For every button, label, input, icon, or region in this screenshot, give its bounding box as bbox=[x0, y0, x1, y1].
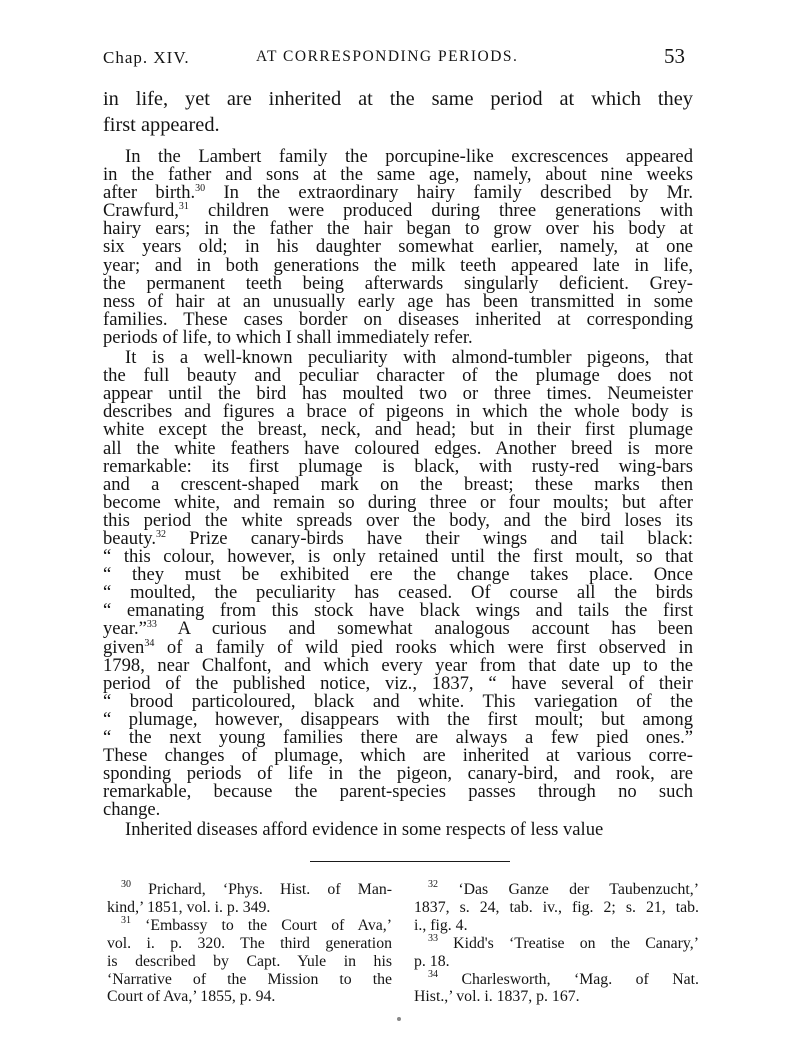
text-line: year.”$^{33}$ A curious and somewhat analogous account has been bbox=[103, 618, 693, 640]
footnotes-left-column bbox=[107, 881, 392, 1006]
text-line: appear until the bird has moulted two or three times. Neumeister bbox=[103, 383, 693, 405]
text-line: and a crescent-shaped mark on the breast; these marks then bbox=[103, 473, 693, 495]
text-line: period of the published notice, viz., 1837, “ have several of their bbox=[103, 672, 693, 694]
page-speck bbox=[397, 1017, 401, 1021]
page-number: 53 bbox=[664, 44, 685, 68]
footnotes-right-column bbox=[414, 881, 699, 1006]
text-line: in the father and sons at the same age, namely, about nine weeks bbox=[103, 164, 693, 186]
text-line: the permanent teeth being afterwards singularly deficient. Grey- bbox=[103, 272, 693, 294]
body-text bbox=[103, 86, 693, 840]
text-line: Inherited diseases afford evidence in some respects of less value bbox=[125, 819, 604, 841]
text-line: “ emanating from this stock have black wings and tails the first bbox=[103, 600, 693, 622]
text-line: year; and in both generations the milk teeth appeared late in life, bbox=[103, 254, 693, 276]
footnote-ref: 31 bbox=[178, 201, 189, 213]
paragraph-plumage-changes bbox=[103, 349, 693, 819]
text-line: describes and figures a brace of pigeons in which the whole body is bbox=[103, 401, 693, 423]
text-line: change. bbox=[103, 799, 161, 821]
paragraph-inherited-diseases bbox=[103, 821, 693, 839]
footnote-line: $^{34}$ Charlesworth, ‘Mag. of Nat. bbox=[428, 968, 699, 988]
footnote-line: kind,’ 1851, vol. i. p. 349. bbox=[107, 898, 271, 916]
text-line: first appeared. bbox=[103, 114, 220, 136]
footnote-line: vol. i. p. 320. The third generation bbox=[107, 934, 392, 952]
text-line: families. These cases border on diseases inherited at corresponding bbox=[103, 308, 693, 330]
text-line: periods of life, to which I shall immediately refer. bbox=[103, 326, 473, 348]
chapter-label: Chap. XIV. bbox=[103, 48, 190, 67]
footnote-ref: 30 bbox=[121, 879, 131, 890]
text-line: 1798, near Chalfont, and which every year from that date up to the bbox=[103, 654, 693, 676]
footnote-line: 1837, s. 24, tab. iv., fig. 2; s. 21, tab. bbox=[414, 898, 699, 916]
text-line: “ this colour, however, is only retained until the first moult, so that bbox=[103, 546, 693, 568]
text-line: hairy ears; in the father the hair began to grow over his body at bbox=[103, 218, 693, 240]
text-line: this period the white spreads over the body, and the bird loses its bbox=[103, 509, 693, 531]
footnote-ref: 32 bbox=[156, 528, 167, 540]
intro-paragraph bbox=[103, 86, 693, 138]
running-title: AT CORRESPONDING PERIODS. bbox=[256, 48, 519, 65]
text-line: sponding periods of life in the pigeon, canary-bird, and rook, are bbox=[103, 763, 693, 785]
text-line: become white, and remain so during three or four moults; but after bbox=[103, 491, 693, 513]
text-line: In the Lambert family the porcupine-like excrescences appeared bbox=[125, 146, 693, 167]
text-line: given$^{34}$ of a family of wild pied rooks which were first observed in bbox=[103, 636, 693, 658]
text-line: “ plumage, however, disappears with the first moult; but among bbox=[103, 708, 693, 730]
footnote-line: $^{33}$ Kidd's ‘Treatise on the Canary,’ bbox=[428, 932, 699, 952]
text-line: Crawfurd,$^{31}$ children were produced during three generations with bbox=[103, 200, 693, 222]
running-header bbox=[103, 42, 693, 68]
text-line: It is a well-known peculiarity with almond-tumbler pigeons, that bbox=[125, 347, 693, 369]
footnote-ref: 34 bbox=[144, 637, 155, 649]
footnote-ref: 31 bbox=[121, 914, 131, 926]
text-line: six years old; in his daughter somewhat earlier, namely, at one bbox=[103, 236, 693, 258]
text-line: all the white feathers have coloured edges. Another breed is more bbox=[103, 437, 693, 459]
footnote-ref: 33 bbox=[146, 619, 157, 631]
footnote-ref: 34 bbox=[428, 968, 438, 980]
footnote-line: is described by Capt. Yule in his bbox=[107, 952, 392, 970]
text-line: the full beauty and peculiar character of the plumage does not bbox=[103, 365, 693, 387]
text-line: “ brood particoloured, black and white. This variegation of the bbox=[103, 690, 693, 712]
text-line: These changes of plumage, which are inherited at various corre- bbox=[103, 745, 693, 767]
footnote-ref: 30 bbox=[195, 183, 206, 195]
footnote-ref: 33 bbox=[428, 932, 438, 944]
footnote-divider bbox=[310, 861, 510, 862]
text-line: after birth.$^{30}$ In the extraordinary hairy family described by Mr. bbox=[103, 182, 693, 204]
text-line: remarkable, because the parent-species passes through no such bbox=[103, 781, 693, 803]
footnote-line: Hist.,’ vol. i. 1837, p. 167. bbox=[414, 988, 580, 1006]
footnote-line: i., fig. 4. bbox=[414, 916, 468, 934]
footnote-line: p. 18. bbox=[414, 952, 450, 970]
text-line: remarkable: its first plumage is black, with rusty-red wing-bars bbox=[103, 455, 693, 477]
text-line: in life, yet are inherited at the same period at which they bbox=[103, 88, 693, 110]
text-line: ness of hair at an unusually early age has been transmitted in some bbox=[103, 290, 693, 312]
text-line: white except the breast, neck, and head; but in their first plumage bbox=[103, 419, 693, 441]
text-line: “ the next young families there are always a few pied ones.” bbox=[103, 727, 693, 748]
footnote-line: $^{32}$ ‘Das Ganze der Taubenzucht,’ bbox=[428, 879, 699, 898]
paragraph-lambert-family bbox=[103, 148, 693, 347]
text-line: beauty.$^{32}$ Prize canary-birds have their wings and tail black: bbox=[103, 527, 693, 549]
footnote-ref: 32 bbox=[428, 879, 438, 890]
footnote-line: Court of Ava,’ 1855, p. 94. bbox=[107, 988, 276, 1006]
footnote-line: $^{31}$ ‘Embassy to the Court of Ava,’ bbox=[121, 914, 392, 934]
footnote-line: $^{30}$ Prichard, ‘Phys. Hist. of Man- bbox=[121, 879, 392, 898]
text-line: “ they must be exhibited ere the change takes place. Once bbox=[103, 564, 693, 586]
footnote-line: ‘Narrative of the Mission to the bbox=[107, 970, 392, 988]
text-line: “ moulted, the peculiarity has ceased. Of course all the birds bbox=[103, 582, 693, 604]
